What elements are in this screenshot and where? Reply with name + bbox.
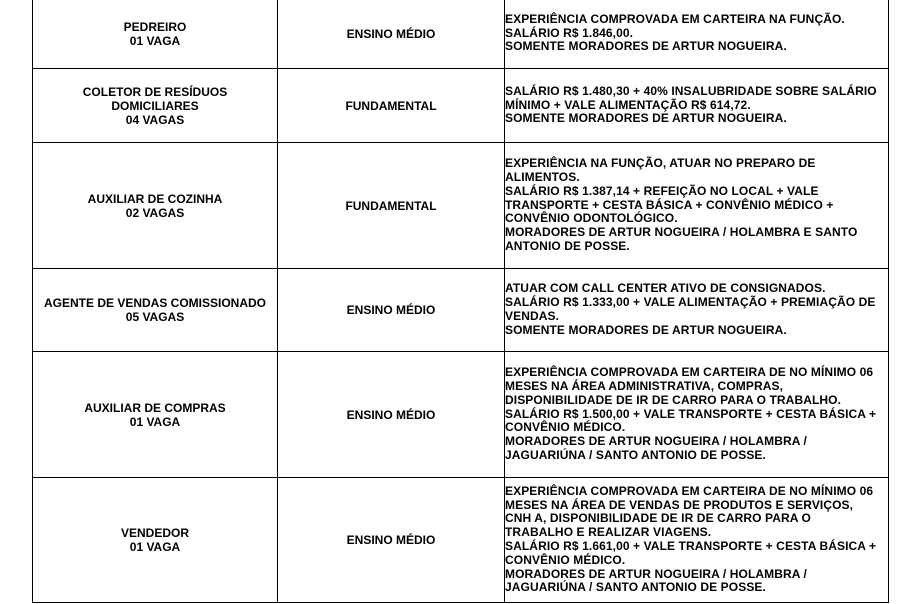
description-line: MORADORES DE ARTUR NOGUEIRA / HOLAMBRA /: [505, 566, 807, 581]
description-line: MÍNIMO + VALE ALIMENTAÇÃO R$ 614,72.: [505, 97, 751, 112]
description-cell: [505, 352, 889, 478]
vacancy-count: 01 VAGA: [129, 414, 181, 429]
description-line: CONVÊNIO ODONTOLÓGICO.: [505, 211, 678, 226]
description-line: ALIMENTOS.: [505, 170, 580, 184]
table-row: [33, 352, 889, 478]
vacancy-count: 04 VAGAS: [125, 112, 185, 127]
description-line: SALÁRIO R$ 1.333,00 + VALE ALIMENTAÇÃO + PREMIAÇÃO DE: [505, 295, 876, 310]
description-line: TRABALHO E REALIZAR VIAGENS.: [505, 525, 712, 540]
education-cell: [278, 352, 505, 478]
vacancy-count: 01 VAGA: [129, 540, 181, 554]
description-line: EXPERIÊNCIA NA FUNÇÃO, ATUAR NO PREPARO DE: [505, 156, 816, 171]
job-title-cell: [33, 69, 278, 143]
description-line: CONVÊNIO MÉDICO.: [505, 420, 626, 435]
description-cell: [505, 69, 889, 143]
vacancy-count: 05 VAGAS: [125, 310, 185, 324]
description-line: JAGUARIÚNA / SANTO ANTONIO DE POSSE.: [505, 447, 766, 462]
description-line: SOMENTE MORADORES DE ARTUR NOGUEIRA.: [505, 111, 787, 126]
job-title-cell: [33, 478, 278, 603]
job-title-cell: [33, 143, 278, 269]
education-cell: [278, 269, 505, 352]
job-title-cell: [33, 0, 278, 69]
job-title: AUXILIAR DE COMPRAS: [84, 400, 226, 415]
table-row: [33, 0, 889, 69]
table-row: [33, 478, 889, 603]
description-line: EXPERIÊNCIA COMPROVADA EM CARTEIRA NA FUNÇÃO.: [505, 11, 845, 26]
description-line: MESES NA ÁREA ADMINISTRATIVA, COMPRAS,: [505, 379, 784, 393]
job-title: AUXILIAR DE COZINHA: [87, 191, 223, 206]
education-cell: [278, 69, 505, 143]
description-line: SALÁRIO R$ 1.661,00 + VALE TRANSPORTE + CESTA BÁSICA +: [505, 539, 877, 553]
education-level: FUNDAMENTAL: [345, 198, 437, 213]
education-level: ENSINO MÉDIO: [346, 26, 436, 41]
description-line: ANTONIO DE POSSE.: [505, 238, 630, 253]
education-cell: [278, 0, 505, 69]
job-title-cell: [33, 352, 278, 478]
table-row: [33, 269, 889, 352]
description-line: DISPONIBILIDADE DE IR DE CARRO PARA O TRABALHO.: [505, 392, 842, 407]
description-line: MESES NA ÁREA DE VENDAS DE PRODUTOS E SERVIÇOS,: [505, 497, 854, 512]
description-line: TRANSPORTE + CESTA BÁSICA + CONVÊNIO MÉDICO +: [505, 197, 834, 212]
job-title: COLETOR DE RESÍDUOS: [82, 84, 228, 99]
job-title: PEDREIRO: [123, 19, 187, 34]
table-row: [33, 69, 889, 143]
description-line: SALÁRIO R$ 1.500,00 + VALE TRANSPORTE + CESTA BÁSICA +: [505, 406, 877, 421]
description-line: EXPERIÊNCIA COMPROVADA EM CARTEIRA DE NO MÍNIMO 06: [505, 483, 874, 498]
job-title-cell: [33, 269, 278, 352]
description-line: CNH A, DISPONIBILIDADE DE IR DE CARRO PARA O: [505, 511, 811, 526]
description-line: SOMENTE MORADORES DE ARTUR NOGUEIRA.: [505, 39, 787, 54]
job-listings-body: [33, 0, 889, 603]
job-title: AGENTE DE VENDAS COMISSIONADO: [43, 296, 267, 310]
education-cell: [278, 143, 505, 269]
description-line: EXPERIÊNCIA COMPROVADA EM CARTEIRA DE NO MÍNIMO 06: [505, 365, 874, 380]
description-line: SALÁRIO R$ 1.387,14 + REFEIÇÃO NO LOCAL + VALE: [505, 183, 819, 198]
description-line: MORADORES DE ARTUR NOGUEIRA / HOLAMBRA E SANTO: [505, 225, 858, 240]
job-listings-table: [32, 0, 889, 603]
description-line: MORADORES DE ARTUR NOGUEIRA / HOLAMBRA /: [505, 434, 807, 449]
education-cell: [278, 478, 505, 603]
education-level: ENSINO MÉDIO: [346, 303, 436, 317]
education-level: ENSINO MÉDIO: [346, 407, 436, 422]
description-line: SOMENTE MORADORES DE ARTUR NOGUEIRA.: [505, 322, 787, 337]
description-line: SALÁRIO R$ 1.480,30 + 40% INSALUBRIDADE SOBRE SALÁRIO: [505, 83, 877, 98]
description-line: CONVÊNIO MÉDICO.: [505, 552, 626, 567]
description-cell: [505, 143, 889, 269]
vacancy-count: 02 VAGAS: [125, 205, 185, 220]
description-line: VENDAS.: [505, 309, 560, 323]
job-title: VENDEDOR: [120, 526, 189, 540]
education-level: FUNDAMENTAL: [345, 98, 437, 113]
description-cell: [505, 478, 889, 603]
description-cell: [505, 0, 889, 69]
education-level: ENSINO MÉDIO: [346, 533, 436, 547]
job-title: DOMICILIARES: [111, 98, 199, 113]
description-line: ATUAR COM CALL CENTER ATIVO DE CONSIGNADOS.: [505, 281, 826, 296]
description-line: JAGUARIÚNA / SANTO ANTONIO DE POSSE.: [505, 580, 766, 595]
vacancy-count: 01 VAGA: [129, 33, 181, 48]
table-row: [33, 143, 889, 269]
description-line: SALÁRIO R$ 1.846,00.: [505, 25, 634, 40]
description-cell: [505, 269, 889, 352]
